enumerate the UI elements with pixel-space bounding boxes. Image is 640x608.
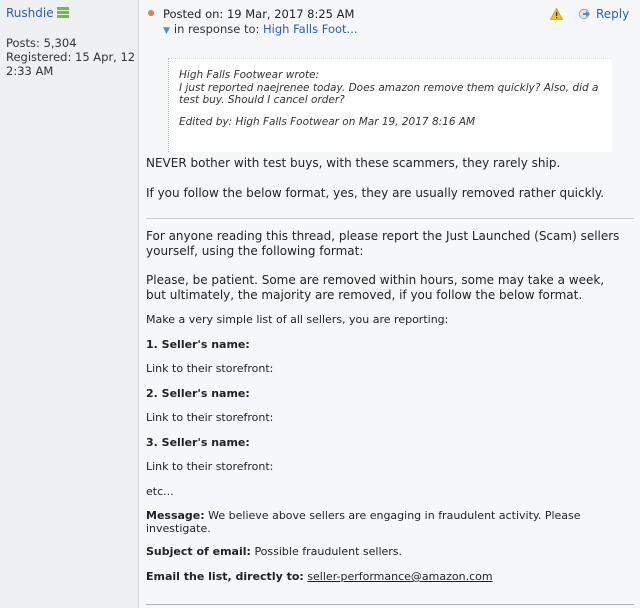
seller-2-name-label: 2. Seller's name: (146, 387, 250, 400)
response-arrow-icon: ▼ (163, 26, 170, 36)
in-response-to (163, 22, 358, 36)
message-text: We believe above sellers are engaging in fraudulent activity. Please investigate. (146, 509, 581, 535)
author-sidebar (0, 0, 139, 608)
reply-label: Reply (596, 7, 630, 21)
seller-1-label (146, 338, 626, 351)
seller-2-label (146, 387, 626, 400)
instruction-text: Make a very simple list of all sellers, you are reporting: (146, 313, 449, 326)
author-row (6, 6, 69, 20)
status-dot-icon (148, 10, 154, 16)
quote-edited: Edited by: High Falls Footwear on Mar 19, 2017 8:16 AM (179, 115, 476, 128)
post-paragraph-1: NEVER bother with test buys, with these scammers, they rarely ship. (146, 156, 561, 170)
seller-1-storefront: Link to their storefront: (146, 362, 274, 375)
reply-icon (578, 8, 592, 21)
seller-1-name-label: 1. Seller's name: (146, 338, 250, 351)
bottom-divider (146, 604, 634, 605)
post-paragraph-2: If you follow the below format, yes, they are usually removed rather quickly. (146, 186, 605, 200)
post-count: Posts: 5,304 (6, 36, 77, 50)
seller-3-storefront: Link to their storefront: (146, 460, 274, 473)
email-link[interactable]: seller-performance@amazon.com (307, 570, 493, 583)
in-response-link[interactable]: High Falls Foot... (263, 22, 358, 36)
reply-button[interactable] (578, 7, 629, 21)
quoted-message (168, 58, 612, 152)
email-label: Email the list, directly to: (146, 570, 304, 583)
seller-3-label (146, 436, 626, 449)
post-header (139, 0, 640, 40)
quote-author: High Falls Footwear wrote: (179, 69, 320, 81)
etc-text: etc... (146, 485, 174, 498)
subject-line (146, 545, 626, 558)
registered-date: Registered: 15 Apr, 12 2:33 AM (6, 50, 136, 78)
author-name-link[interactable]: Rushdie (6, 6, 54, 20)
subject-text: Possible fraudulent sellers. (254, 545, 403, 558)
report-abuse-icon[interactable] (550, 8, 563, 20)
divider (146, 218, 634, 219)
email-line (146, 570, 626, 583)
quote-text: I just reported naejrenee today. Does amazon remove them quickly? Also, did a test buy. Should I cancel order? (179, 81, 599, 106)
post-paragraph-4: Please, be patient. Some are removed within hours, some may take a week, but ultimately, the majority are removed, if you follow the below format. (146, 273, 605, 302)
subject-label: Subject of email: (146, 545, 251, 558)
author-stats (6, 36, 136, 78)
in-response-label: in response to: (173, 22, 260, 36)
rank-icon (57, 7, 69, 19)
message-label: Message: (146, 509, 205, 522)
post-paragraph-3: For anyone reading this thread, please report the Just Launched (Scam) sellers yourself, using the following format: (146, 229, 620, 258)
seller-3-name-label: 3. Seller's name: (146, 436, 250, 449)
message-line (146, 509, 626, 535)
posted-on: Posted on: 19 Mar, 2017 8:25 AM (163, 7, 355, 21)
seller-2-storefront: Link to their storefront: (146, 411, 274, 424)
post-content (139, 0, 640, 608)
